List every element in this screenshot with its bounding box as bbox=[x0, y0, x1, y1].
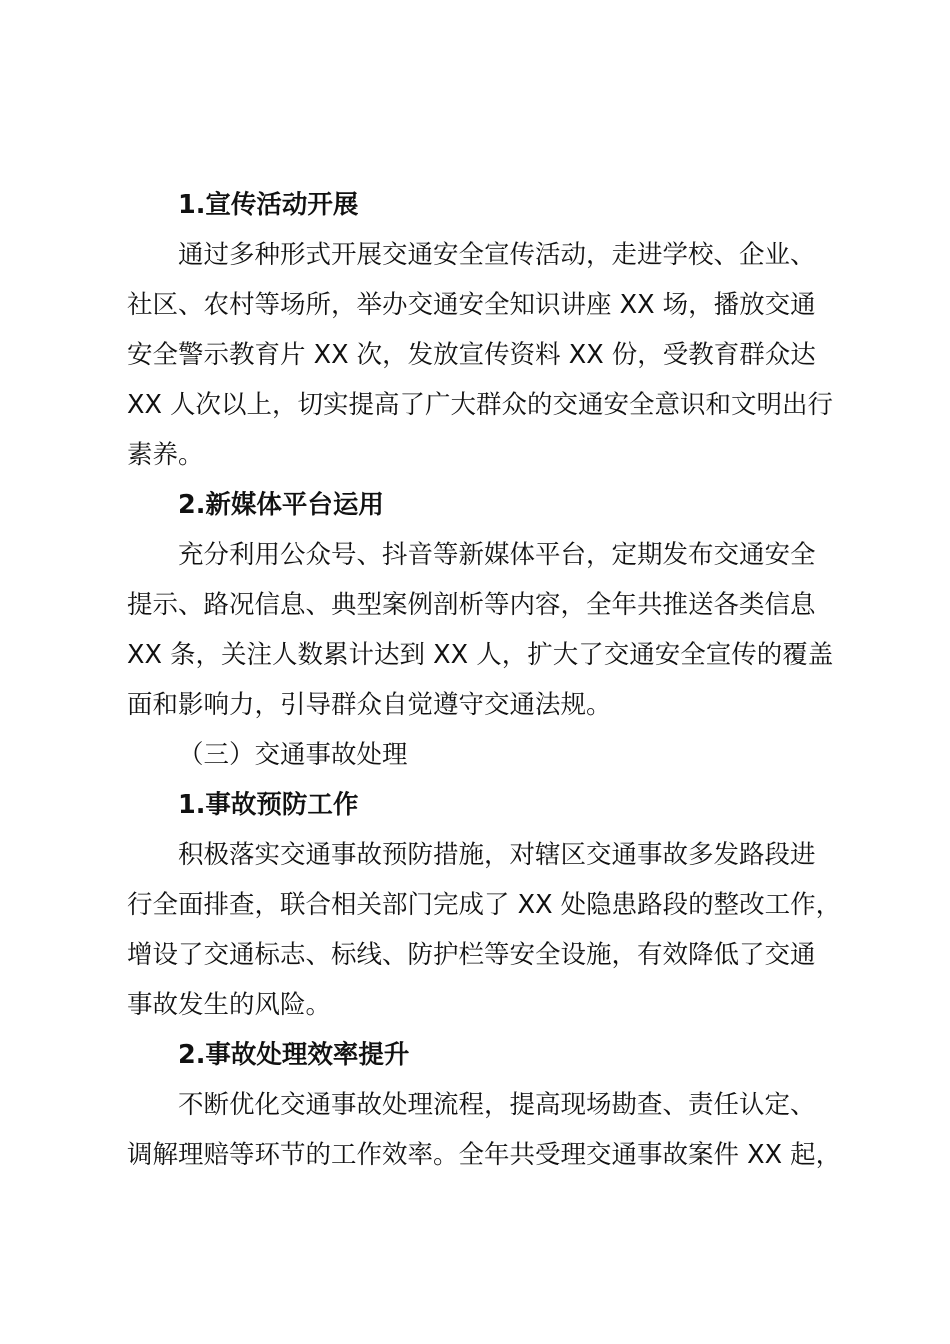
paragraph-line: 调解理赔等环节的工作效率。全年共受理交通事故案件 XX 起， bbox=[127, 1140, 842, 1170]
paragraph-line: XX 条，关注人数累计达到 XX 人，扩大了交通安全宣传的覆盖 bbox=[127, 640, 834, 670]
paragraph-line: 安全警示教育片 XX 次，发放宣传资料 XX 份，受教育群众达 bbox=[127, 340, 816, 370]
paragraph-line: 社区、农村等场所，举办交通安全知识讲座 XX 场，播放交通 bbox=[127, 290, 816, 320]
document-page bbox=[127, 180, 842, 1180]
paragraph-line: XX 人次以上，切实提高了广大群众的交通安全意识和文明出行 bbox=[127, 390, 834, 420]
section-heading-accident-handling: （三）交通事故处理 bbox=[178, 740, 408, 770]
paragraph-line: 行全面排查，联合相关部门完成了 XX 处隐患路段的整改工作， bbox=[127, 890, 842, 920]
subheading-new-media: 2.新媒体平台运用 bbox=[178, 490, 384, 520]
subheading-publicity-activities: 1.宣传活动开展 bbox=[178, 190, 359, 220]
paragraph-line: 面和影响力，引导群众自觉遵守交通法规。 bbox=[127, 690, 612, 720]
paragraph-line: 事故发生的风险。 bbox=[127, 990, 332, 1020]
subheading-efficiency: 2.事故处理效率提升 bbox=[178, 1040, 410, 1070]
paragraph-line: 积极落实交通事故预防措施，对辖区交通事故多发路段进 bbox=[178, 840, 816, 870]
paragraph-line: 充分利用公众号、抖音等新媒体平台，定期发布交通安全 bbox=[178, 540, 816, 570]
subheading-accident-prevention: 1.事故预防工作 bbox=[178, 790, 359, 820]
paragraph-line: 不断优化交通事故处理流程，提高现场勘查、责任认定、 bbox=[178, 1090, 816, 1120]
paragraph-line: 提示、路况信息、典型案例剖析等内容，全年共推送各类信息 bbox=[127, 590, 816, 620]
paragraph-line: 素养。 bbox=[127, 440, 204, 470]
paragraph-line: 增设了交通标志、标线、防护栏等安全设施，有效降低了交通 bbox=[127, 940, 816, 970]
paragraph-line: 通过多种形式开展交通安全宣传活动，走进学校、企业、 bbox=[178, 240, 816, 270]
